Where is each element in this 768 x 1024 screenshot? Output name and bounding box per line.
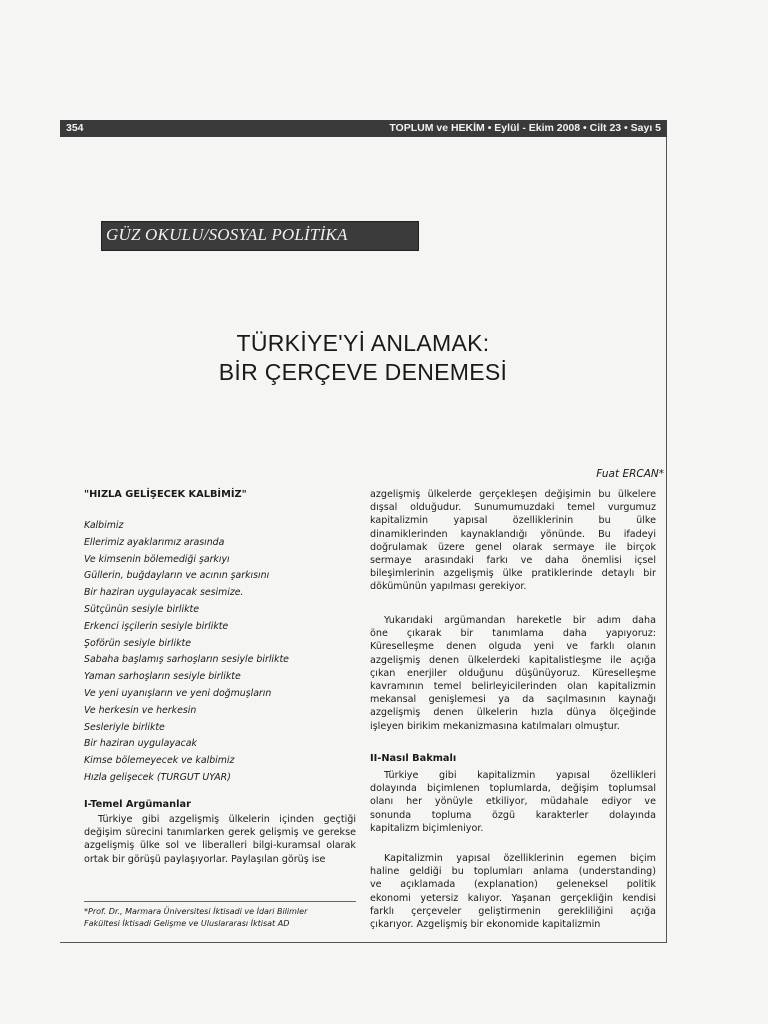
paragraph-line: olanı her yönüyle etkiliyor, müdahale ediyor ve — [370, 796, 656, 808]
poem-line: Yaman sarhoşların sesiyle birlikte — [84, 671, 241, 683]
paragraph-line: farklı çerçeveler geliştirmenin gerekliliğini açığa — [370, 905, 656, 917]
paragraph-line: sonunda topluma özgü karakterler dolayında — [370, 809, 656, 821]
paragraph-line: kapitalizmin yapısal özelliklerinin bu ülke — [370, 515, 656, 527]
poem-line: Kimse bölemeyecek ve kalbimiz — [84, 755, 235, 767]
paragraph-line: dolayında biçimlenen toplumlarda, değişim toplumsal — [370, 783, 656, 795]
paragraph-line: değişim sürecini tanımlarken gerek gelişmiş ve gerekse — [84, 827, 356, 839]
section-heading-1: I-Temel Argümanlar — [84, 799, 191, 810]
paragraph-line: dışsal olduğudur. Sunumumuzdaki temel vurgumuz — [370, 502, 656, 514]
poem-title: "HIZLA GELİŞECEK KALBİMİZ" — [84, 489, 247, 500]
poem-line: Kalbimiz — [84, 520, 124, 531]
paragraph-line: Kapitalizmin yapısal özelliklerinin egemen biçim — [384, 853, 656, 864]
poem-line: Erkenci işçilerin sesiyle birlikte — [84, 620, 229, 632]
article-title-line-2: BİR ÇERÇEVE DENEMESİ — [218, 359, 508, 385]
paragraph-line: azgelişmiş denen ülkelerdeki kapitalistleşme ile açığa — [370, 654, 656, 666]
poem-line: Ve kimsenin bölemediği şarkıyı — [84, 553, 230, 565]
paragraph-line: dökümünün yapılması gerekiyor. — [370, 581, 527, 593]
poem-line: Bir haziran uygulayacak sesimize. — [84, 587, 244, 599]
poem-line: Ellerimiz ayaklarımız arasında — [84, 536, 225, 548]
paragraph-line: Türkiye gibi kapitalizmin yapısal özellikleri — [384, 770, 656, 781]
paragraph-line: ortak bir görüşü paylaşıyorlar. Paylaşılan görüş ise — [84, 853, 326, 865]
poem-line: Ve herkesin ve herkesin — [84, 704, 197, 716]
footnote-line: Fakültesi İktisadi Gelişme ve Uluslararası İktisat AD — [84, 918, 290, 928]
poem — [84, 518, 289, 787]
paragraph-line: öne çıkarak bir tanımlama daha yapıyoruz: — [370, 628, 656, 640]
right-paragraph-3 — [370, 769, 656, 835]
section-heading-2: II-Nasıl Bakmalı — [370, 753, 457, 764]
paragraph-line: doğrulamak üzere genel olarak sermaye ile birçok — [370, 541, 656, 553]
paragraph-line: azgelişmiş ülke sol ve liberalleri bilgi-kuramsal olarak — [84, 840, 356, 852]
poem-line: Ve yeni uyanışların ve yeni doğmuşların — [84, 687, 272, 699]
article-title-line-1: TÜRKİYE'Yİ ANLAMAK: — [236, 330, 490, 356]
footnote-line: *Prof. Dr., Marmara Üniversitesi İktisadi ve İdari Bilimler — [84, 907, 308, 916]
running-header — [60, 120, 667, 137]
paragraph-line: azgelişmiş denen ülkelerin hızla dünya ölçeğinde — [370, 707, 656, 719]
page-number: 354 — [66, 122, 84, 134]
paragraph-line: mekansal genişlemesi ya da saçılmasının kaynağı — [370, 694, 656, 706]
footnote-divider — [84, 901, 356, 902]
right-paragraph-1 — [370, 488, 656, 594]
paragraph-line: Yukarıdaki argümandan hareketle bir adım daha — [384, 615, 656, 626]
right-paragraph-2 — [370, 614, 656, 733]
paragraph-line: sermaye arasındaki farkı ve daha önemlisi içsel — [370, 555, 656, 567]
paragraph-line: ekonomi yetersiz kalıyor. Yaşanan gerçekliğin kendisi — [370, 892, 656, 904]
paragraph-line: azgelişmiş ülkelerde gerçekleşen değişimin bu ülkelere — [370, 489, 656, 500]
poem-line: Sabaha başlamış sarhoşların sesiyle birlikte — [84, 654, 289, 666]
right-paragraph-4 — [370, 852, 656, 931]
paragraph-line: bileşimlerinin azgelişmiş ülke pratiklerinde detaylı bir — [370, 568, 656, 580]
paragraph-line: işleyen birikim mekanizmasına katılmaları olmuştur. — [370, 720, 620, 732]
paragraph-line: Küreselleşme denen olguda yeni ve farklı olanın — [370, 641, 656, 653]
poem-line: Sesleriyle birlikte — [84, 721, 165, 733]
footnote — [84, 906, 356, 929]
poem-line: Şoförün sesiyle birlikte — [84, 637, 191, 649]
paragraph-line: çıkan enerjiler olduğunu düşünüyoruz. Küreselleşme — [370, 667, 656, 679]
poem-line: Bir haziran uygulayacak — [84, 738, 197, 750]
poem-line: Sütçünün sesiyle birlikte — [84, 603, 200, 615]
section-label-text: GÜZ OKULU/SOSYAL POLİTİKA — [106, 225, 348, 244]
paragraph-line: ve açıklamada (explanation) geleneksel politik — [370, 879, 656, 891]
paragraph-line: Türkiye gibi azgelişmiş ülkelerin içinden geçtiği — [98, 814, 356, 825]
section-label — [101, 221, 419, 251]
poem-line: Hızla gelişecek (TURGUT UYAR) — [84, 771, 231, 783]
poem-line: Güllerin, buğdayların ve acının şarkısını — [84, 570, 270, 582]
paragraph-line: çıkarıyor. Azgelişmiş bir ekonomide kapitalizmin — [370, 919, 601, 931]
author-name: Fuat ERCAN* — [596, 468, 664, 480]
journal-info: TOPLUM ve HEKİM • Eylül - Ekim 2008 • Cilt 23 • Sayı 5 — [389, 122, 661, 134]
left-paragraph — [84, 813, 356, 866]
paragraph-line: kapitalizm biçimleniyor. — [370, 822, 484, 834]
paragraph-line: haline geldiği bu toplumları anlama (understanding) — [370, 866, 656, 878]
paragraph-line: kavramının temel belirleyicilerinden olan kapitalizmin — [370, 681, 656, 693]
paragraph-line: dinamiklerinden kaynaklandığı yönünde. Bu ifadeyi — [370, 528, 656, 540]
